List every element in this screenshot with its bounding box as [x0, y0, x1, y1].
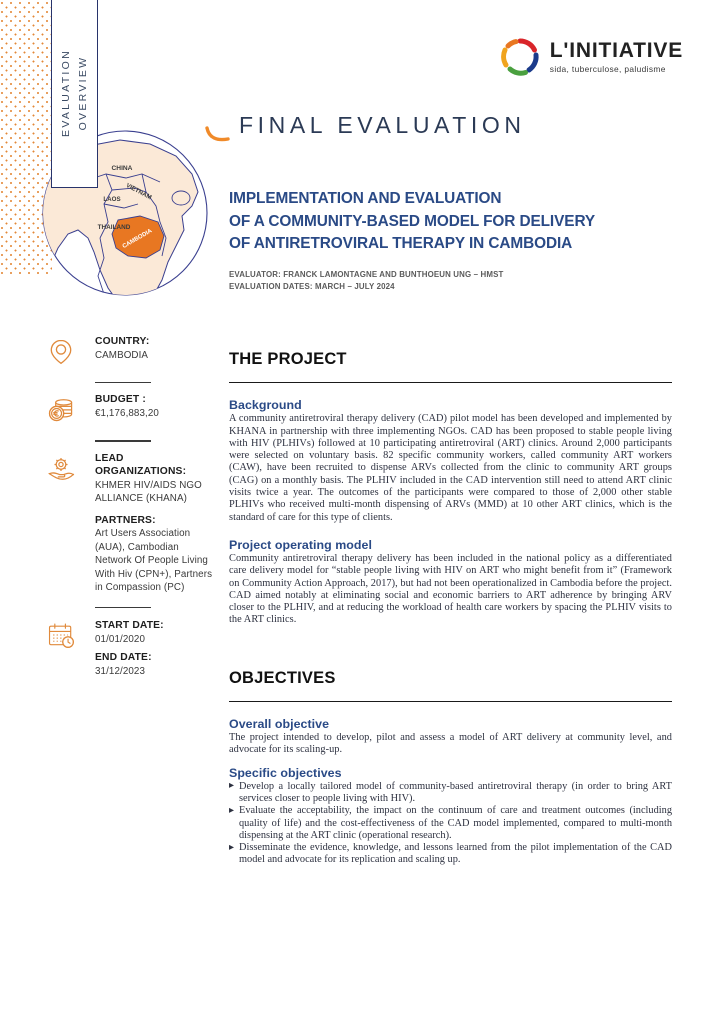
linitiative-logo — [499, 36, 683, 78]
divider — [95, 440, 151, 441]
fact-end-date-label: END DATE: — [95, 652, 152, 664]
section-heading-objectives: OBJECTIVES — [229, 668, 336, 687]
fact-lead-label-line1: LEAD — [95, 452, 124, 464]
spacer — [229, 524, 672, 538]
fact-partners-value: Art Users Association (AUA), Cambodian Network Of People Living With Hiv (CPN+), Partners in Compassion (PC) — [95, 528, 213, 594]
spacer — [229, 627, 672, 669]
map-label-cambodia: CAMBODIA — [121, 228, 154, 250]
main-content — [229, 350, 672, 867]
divider — [95, 382, 151, 383]
fact-country-label: COUNTRY: — [95, 336, 150, 347]
fact-country-body — [86, 334, 216, 362]
orange-swoosh-icon — [204, 114, 238, 148]
map-label-china: CHINA — [111, 165, 133, 172]
section-rule — [229, 701, 672, 702]
section-heading-the-project: THE PROJECT — [229, 350, 347, 368]
section-rule — [229, 382, 672, 383]
evaluation-overview-tab-label — [58, 49, 92, 137]
page-title-line-2: OF A COMMUNITY-BASED MODEL FOR DELIVERY — [229, 212, 596, 230]
coins-euro-icon — [46, 392, 86, 429]
project-facts-sidebar — [46, 334, 216, 678]
logo-swirl-icon — [499, 36, 541, 78]
evaluation-meta — [229, 269, 689, 292]
fact-lead-organizations — [46, 451, 216, 595]
list-item: ▸ Evaluate the acceptability, the impact on the continuum of care and treatment outcomes (including quality of life) and the cost-effectiveness of the CAD model implemented, compared to multi-month dispensing at the ART clinic (operational research). — [229, 805, 672, 842]
location-pin-icon — [46, 334, 86, 371]
fact-lead-label-line2: ORGANIZATIONS: — [95, 466, 187, 478]
spacer — [229, 757, 672, 766]
page-title-line-1: IMPLEMENTATION AND EVALUATION — [229, 190, 502, 207]
fact-start-date-value: 01/01/2020 — [95, 633, 146, 645]
page-title-line-3: OF ANTIRETROVIRAL THERAPY IN CAMBODIA — [229, 235, 573, 252]
fact-start-date-label: START DATE: — [95, 620, 164, 632]
evaluation-overview-tab — [51, 0, 98, 188]
fact-country — [46, 334, 216, 371]
fact-end-date-value: 31/12/2023 — [95, 665, 146, 677]
evaluation-dates-line: EVALUATION DATES: MARCH – JULY 2024 — [229, 281, 395, 291]
logo-tagline: sida, tuberculose, paludisme — [549, 64, 666, 75]
list-item: ▸ Disseminate the evidence, knowledge, and lessons learned from the pilot implementation of the CAD model and advocate for its replication and scaling up. — [229, 842, 672, 867]
kicker-heading — [206, 108, 526, 148]
fact-budget-body — [86, 392, 216, 420]
evaluator-line: EVALUATOR: FRANCK LAMONTAGNE AND BUNTHOEUN UNG – HMST — [229, 270, 504, 279]
fact-lead-value: KHMER HIV/AIDS NGO ALLIANCE (KHANA) — [95, 479, 202, 505]
calendar-clock-icon — [46, 618, 86, 655]
fact-budget-value: €1,176,883,20 — [95, 407, 159, 419]
subheading-overall-objective: Overall objective — [229, 717, 330, 732]
paragraph-overall-objective: The project intended to develop, pilot and assess a model of ART delivery at community level, and advocate for its scaling-up. — [229, 732, 672, 756]
fact-budget — [46, 392, 216, 429]
map-label-vietnam: VIETNAM — [124, 182, 153, 202]
tab-line-2: OVERVIEW — [76, 55, 89, 130]
list-item: ▸ Develop a locally tailored model of community-based antiretroviral therapy (in order to bring ART services closer to people living with HIV). — [229, 781, 672, 806]
fact-budget-label: BUDGET : — [95, 394, 146, 406]
fact-dates-body — [86, 618, 216, 678]
paragraph-operating-model: Community antiretroviral therapy delivery has been included in the national policy as a differentiated care delivery model for “stable people living with HIV on ART who might benefit from it” (Framework on Community Action Approach, 2017), but had not been operationalized in Cambodia before the project. CAD aimed notably at eliminating social and economic barriers to ART adherence by bringing ARV closer to the PLHIV, and at reducing the workload of health care workers by spacing the PLHIV visits to the ART clinics. — [229, 552, 672, 626]
page-title — [229, 188, 689, 256]
gear-in-hand-icon — [46, 451, 86, 488]
fact-dates — [46, 618, 216, 678]
divider — [95, 607, 151, 608]
logo-name: L'INITIATIVE — [549, 39, 683, 63]
tab-line-1: EVALUATION — [59, 48, 72, 137]
map-label-laos: LAOS — [103, 196, 121, 203]
kicker-label: FINAL EVALUATION — [239, 112, 526, 138]
subheading-background: Background — [229, 398, 302, 413]
specific-objectives-list — [229, 781, 672, 867]
fact-partners-label: PARTNERS: — [95, 514, 156, 526]
subheading-operating-model: Project operating model — [229, 537, 372, 552]
paragraph-background: A community antiretroviral therapy delivery (CAD) pilot model has been developed and implemented by KHANA in partnership with three implementing NGOs. CAD has been proposed to stable people living with HIV (PLHIVs) followed at 10 participating antiretroviral (ART) clinics. Around 2,000 participants were selected on voluntary basis. 82 specific community workers, called community ART workers (CAW), have been recruited to dispense ARVs collected from the clinic to community ART groups (CAG) on a monthly basis. The PLHIV included in the CAD intervention still need to attend ART clinic visits twice a year. The outcomes of the participants were compared to those of 2,000 other stable PLHIVs who received multi-month dispensing of ARVs (MMD) at 10 other ART clinics, which is the standard of care for this type of clients. — [229, 413, 672, 523]
subheading-specific-objectives: Specific objectives — [229, 765, 342, 780]
map-label-thailand: THAILAND — [97, 224, 131, 231]
fact-lead-body — [86, 451, 216, 595]
fact-country-value: CAMBODIA — [95, 349, 149, 361]
